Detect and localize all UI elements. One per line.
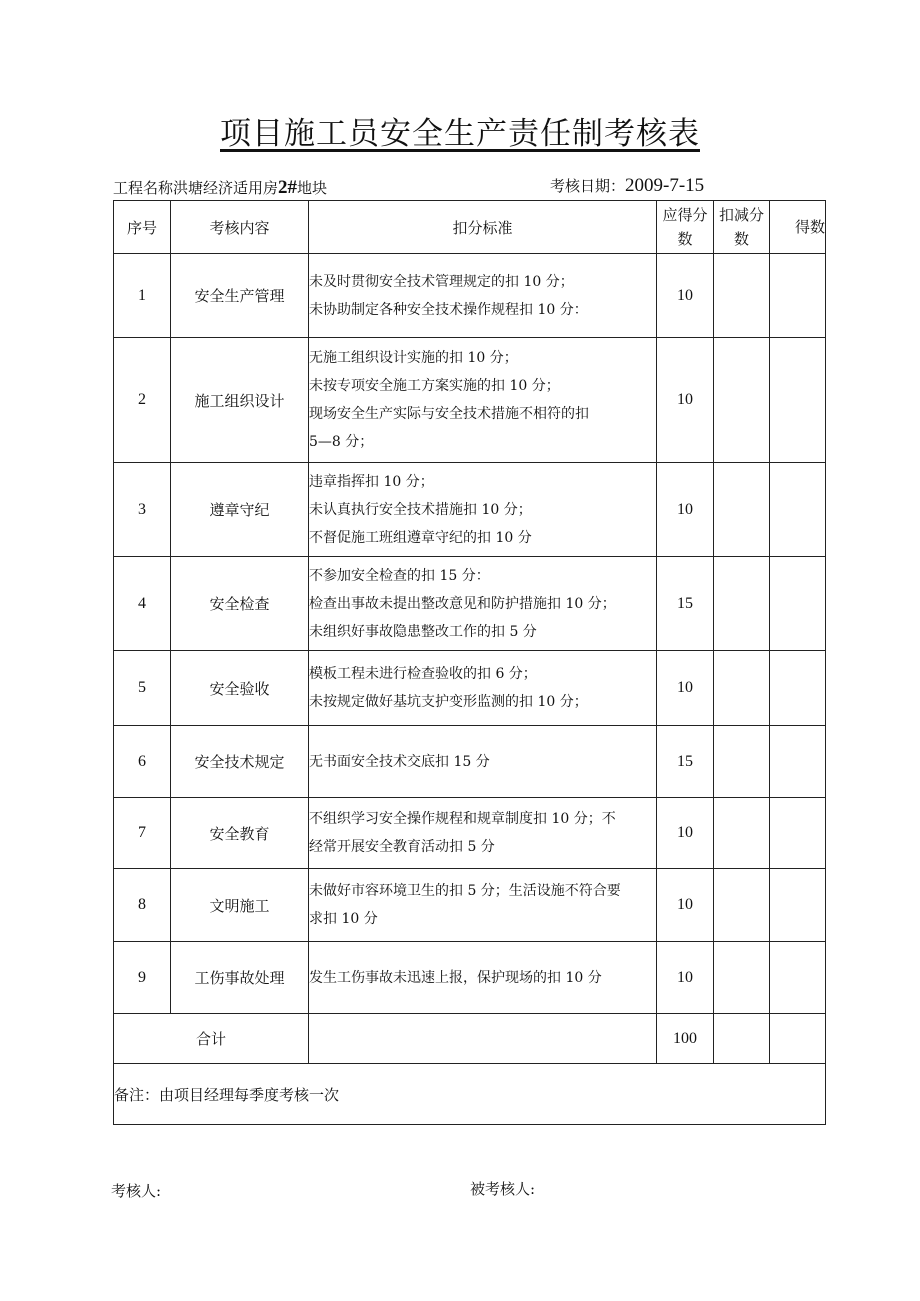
row-score-cell [770,942,826,1014]
row-content: 遵章守纪 [171,463,309,557]
row-criteria [309,798,657,869]
row-seq: 4 [114,557,171,651]
total-score-cell [770,1014,826,1064]
row-should-score: 10 [657,463,714,557]
row-criteria [309,463,657,557]
criteria-line: 不督促施工班组遵章守纪的扣 10 分 [309,529,532,546]
row-deduct-cell [714,463,770,557]
total-deduct-cell [714,1014,770,1064]
table-row [114,463,826,557]
row-deduct-cell [714,557,770,651]
row-content: 安全验收 [171,651,309,726]
row-seq: 8 [114,869,171,942]
criteria-line: 未按专项安全施工方案实施的扣 10 分； [309,378,560,394]
row-content: 安全教育 [171,798,309,869]
row-score-cell [770,338,826,463]
row-seq: 6 [114,726,171,798]
criteria-line: 现场安全生产实际与安全技术措施不相符的扣 [309,406,589,422]
row-score-cell [770,869,826,942]
header-criteria: 扣分标准 [309,201,657,254]
assessee-signature: 被考核人: [470,1180,536,1198]
row-deduct-cell [714,942,770,1014]
criteria-line: 未认真执行安全技术措施扣 10 分； [309,501,532,518]
project-name [113,177,327,199]
criteria-line: 模板工程未进行检查验收的扣 6 分； [309,666,537,682]
row-seq: 2 [114,338,171,463]
row-score-cell [770,463,826,557]
row-deduct-cell [714,651,770,726]
total-label: 合计 [114,1014,309,1064]
row-criteria [309,942,657,1014]
project-suffix: 地块 [297,179,328,197]
row-criteria [309,651,657,726]
row-score-cell [770,254,826,338]
row-should-score: 10 [657,798,714,869]
criteria-line: 求扣 10 分 [309,911,378,927]
row-criteria [309,338,657,463]
date-value: 2009-7-15 [625,175,705,196]
row-deduct-cell [714,254,770,338]
row-should-score: 10 [657,651,714,726]
criteria-line: 无书面安全技术交底扣 15 分 [309,753,490,770]
table-row [114,338,826,463]
row-deduct-cell [714,798,770,869]
criteria-line: 无施工组织设计实施的扣 10 分； [309,350,518,366]
header-deduct: 扣减分数 [714,201,770,254]
table-row [114,942,826,1014]
table-row [114,557,826,651]
total-points: 100 [657,1014,714,1064]
row-content: 文明施工 [171,869,309,942]
row-should-score: 10 [657,338,714,463]
table-row [114,798,826,869]
criteria-line: 违章指挥扣 10 分； [309,473,434,490]
row-content: 安全生产管理 [171,254,309,338]
criteria-line: 不组织学习安全操作规程和规章制度扣 10 分；不 [309,811,616,827]
criteria-line: 经常开展安全教育活动扣 5 分 [309,839,495,855]
row-content: 安全技术规定 [171,726,309,798]
criteria-line: 发生工伤事故未迅速上报，保护现场的扣 10 分 [309,969,602,986]
table-row [114,651,826,726]
row-should-score: 15 [657,557,714,651]
project-label: 工程名称洪塘经济适用房 [113,179,279,197]
row-score-cell [770,557,826,651]
row-seq: 7 [114,798,171,869]
row-seq: 1 [114,254,171,338]
total-row [114,1014,826,1064]
row-should-score: 15 [657,726,714,798]
criteria-line: 未协助制定各种安全技术操作规程扣 10 分： [309,301,588,318]
row-content: 施工组织设计 [171,338,309,463]
criteria-line: 5—8 分； [309,434,374,450]
note-row [114,1064,826,1125]
row-score-cell [770,798,826,869]
row-deduct-cell [714,869,770,942]
table-row [114,869,826,942]
header-score: 得数 [770,201,826,254]
row-should-score: 10 [657,869,714,942]
row-seq: 9 [114,942,171,1014]
row-criteria [309,254,657,338]
table-row [114,254,826,338]
total-criteria-cell [309,1014,657,1064]
row-criteria [309,869,657,942]
row-deduct-cell [714,338,770,463]
row-should-score: 10 [657,254,714,338]
row-seq: 5 [114,651,171,726]
note-text: 备注：由项目经理每季度考核一次 [114,1064,826,1125]
header-seq: 序号 [114,201,171,254]
criteria-line: 未做好市容环境卫生的扣 5 分；生活设施不符合要 [309,883,621,899]
criteria-line: 未按规定做好基坑支护变形监测的扣 10 分； [309,694,588,710]
row-criteria [309,726,657,798]
header-content: 考核内容 [171,201,309,254]
date-label: 考核日期： [550,177,626,195]
row-content: 工伤事故处理 [171,942,309,1014]
row-criteria [309,557,657,651]
table-row [114,726,826,798]
row-should-score: 10 [657,942,714,1014]
assessment-date [550,175,704,197]
project-number: 2# [278,177,298,198]
header-should-score: 应得分数 [657,201,714,254]
row-seq: 3 [114,463,171,557]
assessor-signature: 考核人: [111,1182,162,1200]
row-content: 安全检查 [171,557,309,651]
header-row [114,201,826,254]
criteria-line: 未及时贯彻安全技术管理规定的扣 10 分； [309,273,574,290]
page-title: 项目施工员安全生产责任制考核表 [220,116,700,152]
row-deduct-cell [714,726,770,798]
row-score-cell [770,651,826,726]
criteria-line: 未组织好事故隐患整改工作的扣 5 分 [309,623,537,640]
criteria-line: 检查出事故未提出整改意见和防护措施扣 10 分； [309,595,616,612]
criteria-line: 不参加安全检查的扣 15 分： [309,567,490,584]
assessment-table [113,200,826,1125]
row-score-cell [770,726,826,798]
